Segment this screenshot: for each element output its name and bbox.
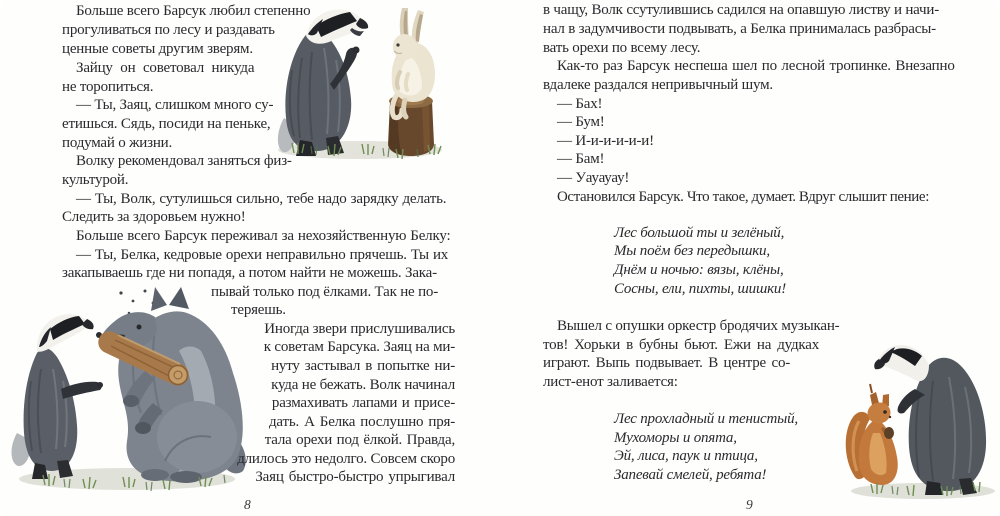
text-line: — Ты, Белка, кедровые орехи неправильно прячешь. Ты их <box>76 247 449 263</box>
text-line: закапываешь где ни попадя, а потом найти не можешь. Зака- <box>62 265 437 281</box>
squirrel <box>846 384 898 485</box>
text-line: Иногда звери прислушивались <box>264 321 455 337</box>
text-line: куда не бежать. Волк начинал <box>271 377 455 393</box>
verse-line: Мухоморы и опята, <box>614 430 737 446</box>
text-line: культурой. <box>62 172 129 188</box>
badger <box>11 314 103 479</box>
text-line: — Бах! <box>557 96 603 112</box>
text-line: в чащу, Волк ссутулившись садился на опавшую листву и начи- <box>543 2 939 18</box>
text-line: — Уауауау! <box>557 170 630 186</box>
text-line: теряешь. <box>231 302 286 318</box>
page-number: 9 <box>746 497 753 512</box>
text-line: играют. Выпь подвывает. В центре со- <box>543 355 791 371</box>
text-line: дать. А Белка послушно пря- <box>269 414 455 430</box>
text-line: Больше всего Барсук любил степенно <box>76 3 311 19</box>
verse-line: Днём и ночью: вязы, клёны, <box>614 262 784 278</box>
text-line: нуту застывал в попытке ни- <box>271 358 455 374</box>
text-line: к советам Барсука. Заяц на ми- <box>263 339 455 355</box>
text-line: вать орехи по всему лесу. <box>543 40 701 56</box>
badger-hare-illustration <box>272 0 450 165</box>
verse-line: Запевай смелей, ребята! <box>614 467 767 483</box>
text-line: вдалеке раздался непривычный шум. <box>543 77 773 93</box>
text-line: — Ты, Волк, сутулишься сильно, тебе надо зарядку делать. <box>76 191 447 207</box>
text-line: Зайцу он советовал никуда <box>76 60 255 76</box>
text-line: лист-енот заливается: <box>543 374 678 390</box>
text-line: етишься. Сядь, посиди на пеньке, <box>62 116 271 132</box>
text-line: Как-то раз Барсук неспеша шел по лесной тропинке. Внезапно <box>557 58 955 74</box>
text-line: нал в задумчивости подвывать, а Белка принималась разбрасы- <box>543 21 936 37</box>
wolf <box>96 287 246 483</box>
text-line: тов! Хорьки в бубны бьют. Ежи на дудках <box>543 337 820 353</box>
page-right <box>500 0 1000 516</box>
text-line: длилось это недолго. Совсем скоро <box>237 451 455 467</box>
badger-wolf-illustration <box>5 285 250 495</box>
text-line: Больше всего Барсук переживал за нехозяйственную Белку: <box>76 228 451 244</box>
text-line: Заяц быстро-быстро упрыгивал <box>255 469 455 485</box>
verse-line: Эй, лиса, паук и птица, <box>614 448 758 464</box>
text-line: размахивать лапами и присе- <box>271 395 455 411</box>
text-line: Волку рекомендовал заняться физ- <box>76 153 292 169</box>
verse-line: Сосны, ели, пихты, шишки! <box>614 281 786 297</box>
text-line: не торопиться. <box>62 79 154 95</box>
badger <box>278 10 368 156</box>
text-line: — Бум! <box>557 114 605 130</box>
text-line: пывай только под ёлками. Так не по- <box>211 284 438 300</box>
text-line: Остановился Барсук. Что такое, думает. Вдруг слышит пение: <box>557 189 929 205</box>
text-line: прогуливаться по лесу и раздавать <box>62 22 275 38</box>
page-number: 8 <box>244 497 251 512</box>
text-line: подумай о жизни. <box>62 135 173 151</box>
verse-line: Мы поём без передышки, <box>614 243 770 259</box>
text-line: — Бам! <box>557 151 605 167</box>
text-line: — И-и-и-и-и-и! <box>557 133 654 149</box>
text-line: Вышел с опушки оркестр бродячих музыкан- <box>557 318 840 334</box>
text-line: Следить за здоровьем нужно! <box>62 209 246 225</box>
text-line: — Ты, Заяц, слишком много су- <box>76 97 274 113</box>
text-line: ценные советы другим зверям. <box>62 41 253 57</box>
text-line: тала орехи под ёлкой. Правда, <box>264 432 455 448</box>
verse-line: Лес большой ты и зелёный, <box>614 225 785 241</box>
verse-line: Лес прохладный и тенистый, <box>614 411 798 427</box>
badger-squirrel-illustration <box>843 325 1000 505</box>
